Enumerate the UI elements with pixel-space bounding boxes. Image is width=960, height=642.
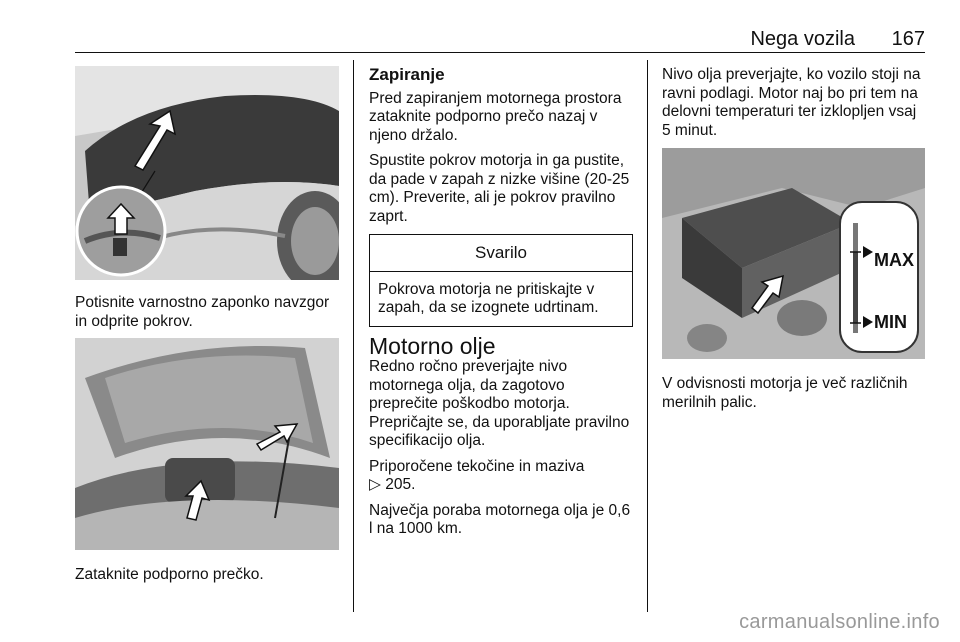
paragraph-level-check: Nivo olja preverjajte, ko vozilo stoji na ravni podlagi. Motor naj bo pri tem na delovni temperaturi ter izklopljen vsaj 5 minut.: [662, 66, 921, 139]
page-ref-icon: ▷: [369, 476, 381, 493]
oil-ref-text: Priporočene tekočine in maziva: [369, 457, 585, 475]
caption-1: Potisnite varnostno zaponko navzgor in odprite pokrov.: [75, 294, 330, 330]
heading-zapiranje: Zapiranje: [369, 65, 445, 84]
label-min: MIN: [874, 312, 907, 332]
column-divider-2: [647, 60, 648, 612]
paragraph-oil-consumption: Največja poraba motornega olja je 0,6 l na 1000 km.: [369, 501, 631, 537]
paragraph-oil-ref: [369, 458, 633, 495]
watermark: carmanualsonline.info: [739, 611, 940, 633]
caption-2: Zataknite podporno prečko.: [75, 566, 264, 583]
column-3-lower: [662, 375, 928, 419]
paragraph-closing-2: Spustite pokrov motorja in ga pustite, da pade v zapah z nizke višine (20-25 cm). Preverite, ali je pokrov pravilno zaprt.: [369, 152, 630, 225]
page-number: 167: [891, 28, 925, 50]
section-title-motorno-olje: Motorno olje: [369, 332, 496, 359]
label-max: MAX: [874, 250, 914, 270]
warning-text: Pokrova motorja ne pritiskajte v zapah, da se izognete udrtinam.: [378, 280, 599, 316]
column-2: [369, 66, 633, 546]
paragraph-closing-1: Pred zapiranjem motornega prostora zataknite podporno prečo nazaj v njeno držalo.: [369, 89, 622, 144]
warning-title: Svarilo: [370, 235, 632, 272]
oil-ref-page: 205.: [385, 476, 416, 493]
paragraph-oil-1: Redno ročno preverjajte nivo motornega olja, da zagotovo preprečite poškodbo motorja. Prepričajte se, da uporabljate pravilno specifikacijo olja.: [369, 358, 630, 449]
column-divider-1: [353, 60, 354, 612]
warning-box: [369, 234, 633, 327]
figure-hood-latch: [75, 66, 339, 280]
figure-dipstick: [662, 148, 925, 359]
paragraph-dipsticks: V odvisnosti motorja je več različnih merilnih palic.: [662, 375, 908, 411]
figure-prop-rod: [75, 338, 339, 550]
page-header: [75, 24, 925, 51]
column-3: [662, 66, 928, 147]
header-title: Nega vozila: [750, 28, 855, 50]
header-rule: [75, 52, 925, 53]
